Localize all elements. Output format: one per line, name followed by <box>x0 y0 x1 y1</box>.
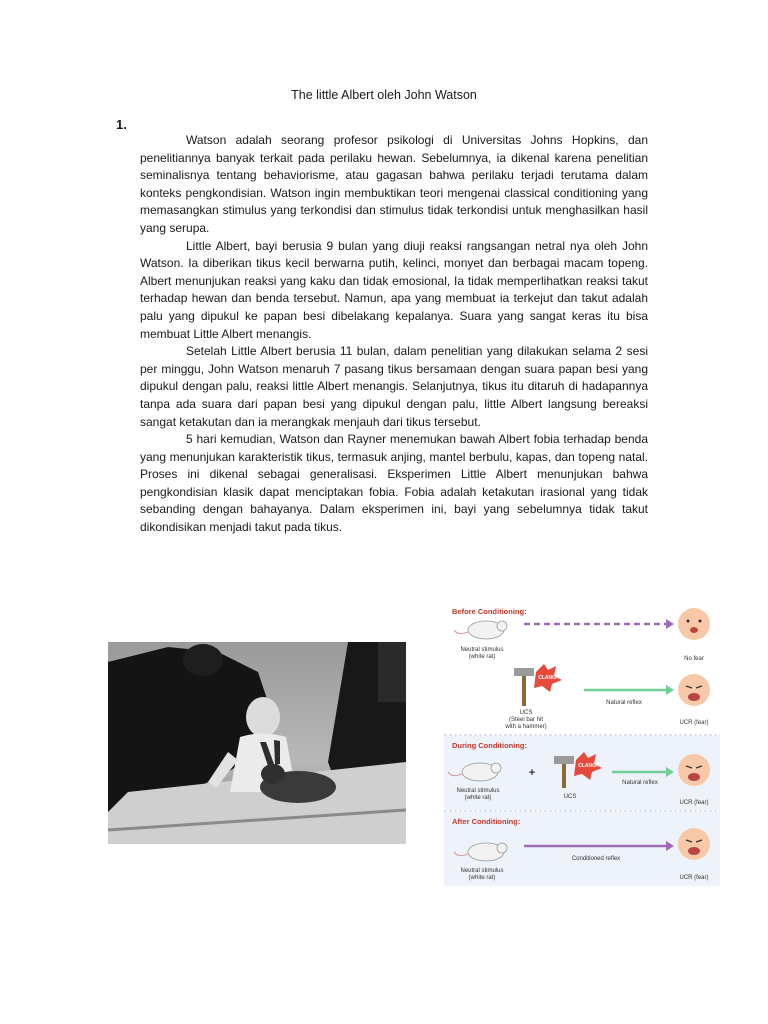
conditioning-diagram-svg <box>444 600 720 886</box>
before-heading: Before Conditioning: <box>452 607 527 616</box>
neutral-stimulus-label-2: Neutral stimulus <box>456 788 500 794</box>
ucs-label-1: UCS <box>519 710 533 716</box>
steel-bar-label-2: with a hammer) <box>505 724 547 730</box>
little-albert-photo <box>108 642 406 844</box>
paragraph-2: Little Albert, bayi berusia 9 bulan yang diuji reaksi rangsangan netral nya oleh John Watson. Ia diberikan tikus kecil berwarna putih, kelinci, monyet dan berbagai macam topeng. Albert menunjukan reaksi yang kaku dan tidak emosional, Ia tidak memperlihatkan reaksi takut terhadap hewan dan benda tersebut. Namun, apa yang membuat ia terkejut dan takut adalah palu yang dipukul ke papan besi dibelakang kepalanya. Suara yang sangat keras itu bisa membuat Little Albert menangis. <box>140 238 648 341</box>
plus-sign: + <box>528 767 536 779</box>
paragraph-3: Setelah Little Albert berusia 11 bulan, dalam penelitian yang dilakukan selama 2 sesi per minggu, John Watson menaruh 7 pasang tikus bersamaan dengan suara papan besi yang dipukul dengan palu, reaksi little Albert menangis. Selanjutnya, tikus itu ditaruh di hadapannya tanpa ada suara dari papan besi yang dipukul dengan palu, little Albert langsung bereaksi sangat ketakutan dan ia merangkak menjauh dari tikus tersebut. <box>140 344 648 429</box>
paragraph-1: Watson adalah seorang profesor psikologi di Universitas Johns Hopkins, dan penelitiannya banyak terkait pada perilaku hewan. Sebelumnya, ia dikenal karena penelitian seminalisnya tentang behaviorisme, atau gagasan bahwa perilaku terjadi terutama dalam konteks pengkondisian. Watson ingin membuktikan teori mengenai classical conditioning yang memasangkan stimulus yang terkondisi dan stimulus tidak terkondisi untuk menghasilkan hasil yang serupa. <box>140 133 648 235</box>
baby-calm-icon <box>678 608 710 640</box>
conditioning-diagram <box>444 600 720 886</box>
natural-reflex-label-1: Natural reflex <box>606 700 642 706</box>
ucs-label-2: UCS <box>563 794 577 800</box>
no-fear-label: No fear <box>684 656 704 662</box>
natural-reflex-label-2: Natural reflex <box>622 780 658 786</box>
white-rat-label-3: (white rat) <box>468 875 496 881</box>
baby-crying-icon-1 <box>678 674 710 706</box>
ucr-fear-label-3: UCR (fear) <box>679 875 709 881</box>
document-title: The little Albert oleh John Watson <box>291 88 477 102</box>
neutral-stimulus-label-1: Neutral stimulus <box>460 647 504 653</box>
clang-label-1: CLANG! <box>538 675 558 681</box>
white-rat-label-2: (white rat) <box>464 795 492 801</box>
clang-label-2: CLANG! <box>578 763 598 769</box>
steel-bar-label-1: (Steel bar hit <box>508 717 544 723</box>
ucr-fear-label-2: UCR (fear) <box>679 800 709 806</box>
neutral-stimulus-label-3: Neutral stimulus <box>460 868 504 874</box>
after-heading: After Conditioning: <box>452 817 521 826</box>
during-heading: During Conditioning: <box>452 741 527 750</box>
list-number: 1. <box>116 117 127 132</box>
body-text <box>140 132 648 537</box>
photo-illustration <box>108 642 406 844</box>
paragraph-4: 5 hari kemudian, Watson dan Rayner menemukan bawah Albert fobia terhadap benda yang menunjukan karakteristik tikus, termasuk anjing, mantel berbulu, kapas, dan topeng natal. Proses ini dikenal sebagai generalisasi. Eksperimen Little Albert menunjukan bahwa pengkondisian klasik dapat menciptakan fobia. Fobia adalah ketakutan irasional yang tidak sebanding dengan bahayanya. Dalam eksperimen ini, bayi yang sebelumnya tidak takut dikondisikan menjadi takut pada tikus. <box>140 432 648 535</box>
ucr-fear-label-1: UCR (fear) <box>679 720 709 726</box>
baby-crying-icon-3 <box>678 828 710 860</box>
baby-crying-icon-2 <box>678 754 710 786</box>
white-rat-label-1: (white rat) <box>468 654 496 660</box>
conditioned-reflex-label: Conditioned reflex <box>571 856 621 862</box>
